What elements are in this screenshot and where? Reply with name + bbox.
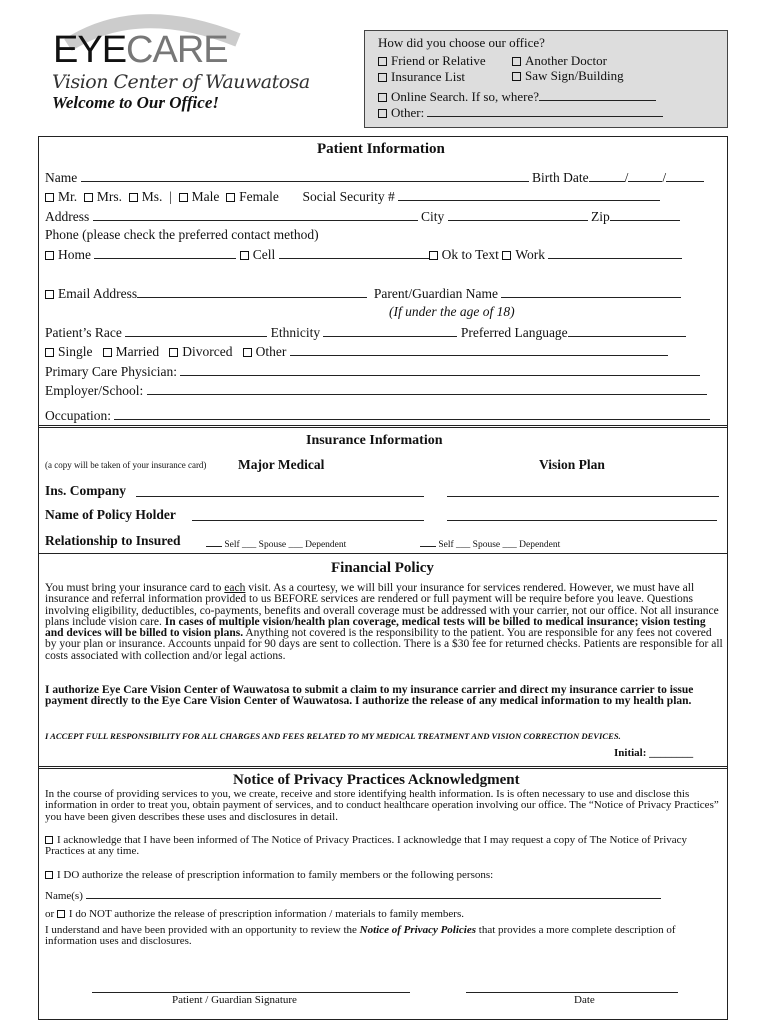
birth-month-field[interactable] [589,169,625,182]
privacy-intro-text: In the course of providing services to you, we create, receive and store identifying health information. Is is often necessary to use and disclose this information in order to treat you, obtain payment of services, and to conduct healthcare operation involving our office. The “Notice of Privacy Practices” you have been given describes these uses and disclosures in detail. [45,788,719,823]
ins-company-medical-field[interactable] [136,484,424,497]
occupation-row [45,407,710,424]
logo-brand [53,30,228,70]
guardian-field[interactable] [501,285,681,298]
pcp-row [45,363,700,380]
address-row [45,208,680,225]
race-row [45,324,686,341]
occupation-field[interactable] [114,407,710,420]
survey-option-sign[interactable] [512,68,624,84]
checkbox-icon[interactable] [512,57,521,66]
relationship-label: Relationship to Insured [45,533,181,548]
ms-label: Ms. [141,189,163,204]
checkbox-home[interactable] [45,251,54,260]
male-label: Male [191,189,220,204]
survey-option-label: Saw Sign/Building [525,68,624,83]
logo-care: CARE [126,29,228,71]
marital-row [45,343,668,360]
city-label: City [421,209,445,224]
address-field[interactable] [93,208,418,221]
checkbox-mrs[interactable] [84,193,93,202]
divorced-label: Divorced [182,344,233,359]
checkbox-married[interactable] [103,348,112,357]
date-line[interactable] [466,992,678,993]
survey-option-friend[interactable] [378,53,486,69]
employer-field[interactable] [147,382,707,395]
logo-tagline: Vision Center of Wauwatosa [52,71,310,93]
ssn-field[interactable] [398,188,660,201]
policy-holder-vision-field[interactable] [447,508,717,521]
checkbox-icon[interactable] [378,73,387,82]
financial-heading: Financial Policy [331,560,434,576]
birth-date-label: Birth Date [531,170,589,185]
financial-text-each: each [224,582,246,594]
privacy-ack-text: I acknowledge that I have been informed of The Notice of Privacy Practices. I acknowledge that I may request a copy of The Notice of Privacy Practices at any time. [45,834,688,858]
title-gender-row [45,188,660,205]
cell-phone-field[interactable] [279,246,429,259]
vision-plan-label: Vision Plan [539,457,605,472]
names-label: Name(s) [45,890,83,902]
checkbox-mr[interactable] [45,193,54,202]
race-field[interactable] [125,324,267,337]
ssn-label: Social Security # [302,189,395,204]
phone-prompt: Phone (please check the preferred contact method) [45,227,319,242]
other-source-field[interactable] [427,104,663,117]
phone-row [45,246,682,263]
policy-holder-medical-field[interactable] [192,508,424,521]
welcome-text: Welcome to Our Office! [52,93,219,112]
employer-label: Employer/School: [45,383,144,398]
work-label: Work [515,247,545,262]
date-label: Date [574,994,595,1006]
language-field[interactable] [568,324,686,337]
checkbox-single[interactable] [45,348,54,357]
separator: | [169,189,172,204]
survey-option-insurance[interactable] [378,69,465,85]
married-label: Married [115,344,160,359]
section-divider [38,766,728,769]
survey-option-label: Friend or Relative [391,53,486,68]
checkbox-ms[interactable] [129,193,138,202]
occupation-label: Occupation: [45,408,111,423]
do-authorize-text: I DO authorize the release of prescription information to family members or the following persons: [57,869,494,881]
guardian-label: Parent/Guardian Name [373,286,498,301]
privacy-ack-row [45,835,725,858]
work-phone-field[interactable] [548,246,682,259]
accept-responsibility-text: I ACCEPT FULL RESPONSIBILITY FOR ALL CHARGES AND FEES RELATED TO MY MEDICAL TREATMENT AND VISION CORRECTION DEVICES. [45,731,621,741]
checkbox-email[interactable] [45,290,54,299]
race-label: Patient’s Race [45,325,122,340]
understand-part: I understand and have been provided with an opportunity to review the [45,924,360,936]
single-label: Single [58,344,93,359]
checkbox-ok-to-text[interactable] [429,251,438,260]
survey-question: How did you choose our office? [378,35,545,50]
checkbox-icon[interactable] [378,57,387,66]
home-label: Home [58,247,91,262]
survey-option-doctor[interactable] [512,53,607,69]
checkbox-acknowledge[interactable] [45,836,53,844]
other-status-field[interactable] [290,343,668,356]
cell-label: Cell [252,247,276,262]
female-label: Female [239,189,279,204]
financial-text-part: You must bring your insurance card to [45,582,225,594]
checkbox-do-authorize[interactable] [45,871,53,879]
survey-option-label: Online Search. If so, where? [391,89,539,104]
names-field[interactable] [86,888,661,899]
email-field[interactable] [137,285,367,298]
do-authorize-row [45,869,493,881]
survey-option-other[interactable] [378,104,663,121]
authorize-claim-text: I authorize Eye Care Vision Center of Wauwatosa to submit a claim to my insurance carrier and direct my insurance carrier to issue payment directly to the Eye Care Vision Center of Wauwatosa. I authorize the release of any medical information to my health plan. [45,684,694,708]
name-row: Name Birth Date / / [45,169,704,186]
relationship-options-text: Self ___ Spouse ___ Dependent [224,540,347,550]
pcp-label: Primary Care Physician: [45,364,177,379]
employer-row [45,382,707,399]
ok-text-label: Ok to Text [441,247,499,262]
signature-label: Patient / Guardian Signature [172,994,297,1006]
policy-holder-label: Name of Policy Holder [45,507,176,522]
ethnicity-field[interactable] [323,324,457,337]
relationship-options-text: Self ___ Spouse ___ Dependent [438,540,561,550]
mr-label: Mr. [58,189,78,204]
checkbox-male[interactable] [179,193,188,202]
checkbox-divorced[interactable] [169,348,178,357]
patient-info-heading: Patient Information [317,141,445,157]
mrs-label: Mrs. [96,189,123,204]
checkbox-work[interactable] [502,251,511,260]
under-18-note: (If under the age of 18) [389,304,515,319]
other-status-label: Other [255,344,287,359]
name-label: Name [45,170,78,185]
checkbox-icon[interactable] [512,72,521,81]
checkbox-do-not-authorize[interactable] [57,910,65,918]
email-row [45,285,681,302]
email-label: Email Address [58,286,138,301]
birth-day-field[interactable] [628,169,662,182]
insurance-heading: Insurance Information [306,433,443,448]
signature-line[interactable] [92,992,410,993]
checkbox-other-status[interactable] [243,348,252,357]
relationship-medical-options[interactable] [206,537,346,550]
city-field[interactable] [448,208,588,221]
major-medical-label: Major Medical [238,457,325,472]
initial-field[interactable]: Initial: ________ [614,747,694,759]
checkbox-icon[interactable] [378,109,387,118]
or-label: or [45,908,55,920]
zip-field[interactable] [610,208,680,221]
financial-text-part: Anything not covered is the responsibility to the patient. You are responsible for any fees not covered by your plan or insurance. Accounts unpaid for 90 days are sent to collection. There is a $30 fee for returned checks. Patients are responsible for all costs associated with collection and/or legal actions. [45,627,723,662]
survey-option-online[interactable] [378,88,656,105]
section-divider [38,553,728,554]
financial-text-bold: In cases of multiple vision/health plan coverage, medical tests will be billed to medical insurance; vision testing and devices will be billed to vision plans. [45,615,706,640]
section-divider [38,425,728,428]
understand-text [45,925,725,948]
insurance-copy-note: (a copy will be taken of your insurance card) [45,460,207,470]
survey-option-label: Another Doctor [525,53,607,68]
financial-text-part: visit. As a courtesy, we will bill your insurance for services rendered. However, we must have all insurance and referral information provided to us BEFORE services are rendered or full payment will be require before you leave. Questions involving eligibility, deductibles, co-payments, benefits and overall coverage must be addressed with your carrier, not our office. Not all insurance plans include vision care. [45,582,719,628]
ins-company-label: Ins. Company [45,483,127,498]
logo-eye: EYE [53,29,127,71]
financial-policy-text [45,583,725,662]
pcp-field[interactable] [180,363,700,376]
address-label: Address [45,209,90,224]
survey-option-label: Insurance List [391,69,466,84]
names-row [45,888,661,902]
do-not-authorize-text: I do NOT authorize the release of prescription information / materials to family members. [68,908,464,920]
ethnicity-label: Ethnicity [270,325,321,340]
language-label: Preferred Language [460,325,568,340]
notice-policies-title: Notice of Privacy Policies [359,924,477,936]
privacy-heading: Notice of Privacy Practices Acknowledgment [233,772,520,788]
checkbox-cell[interactable] [240,251,249,260]
home-phone-field[interactable] [94,246,236,259]
relationship-vision-options[interactable] [420,537,560,550]
understand-part: that provides a more complete description of information uses and disclosures. [45,924,676,948]
name-field[interactable] [81,169,529,182]
survey-option-label: Other: [391,105,425,120]
zip-label: Zip [591,209,610,224]
checkbox-icon[interactable] [378,93,387,102]
checkbox-female[interactable] [226,193,235,202]
online-where-field[interactable] [539,88,656,101]
do-not-authorize-row [45,908,464,920]
birth-year-field[interactable] [666,169,704,182]
ins-company-vision-field[interactable] [447,484,719,497]
